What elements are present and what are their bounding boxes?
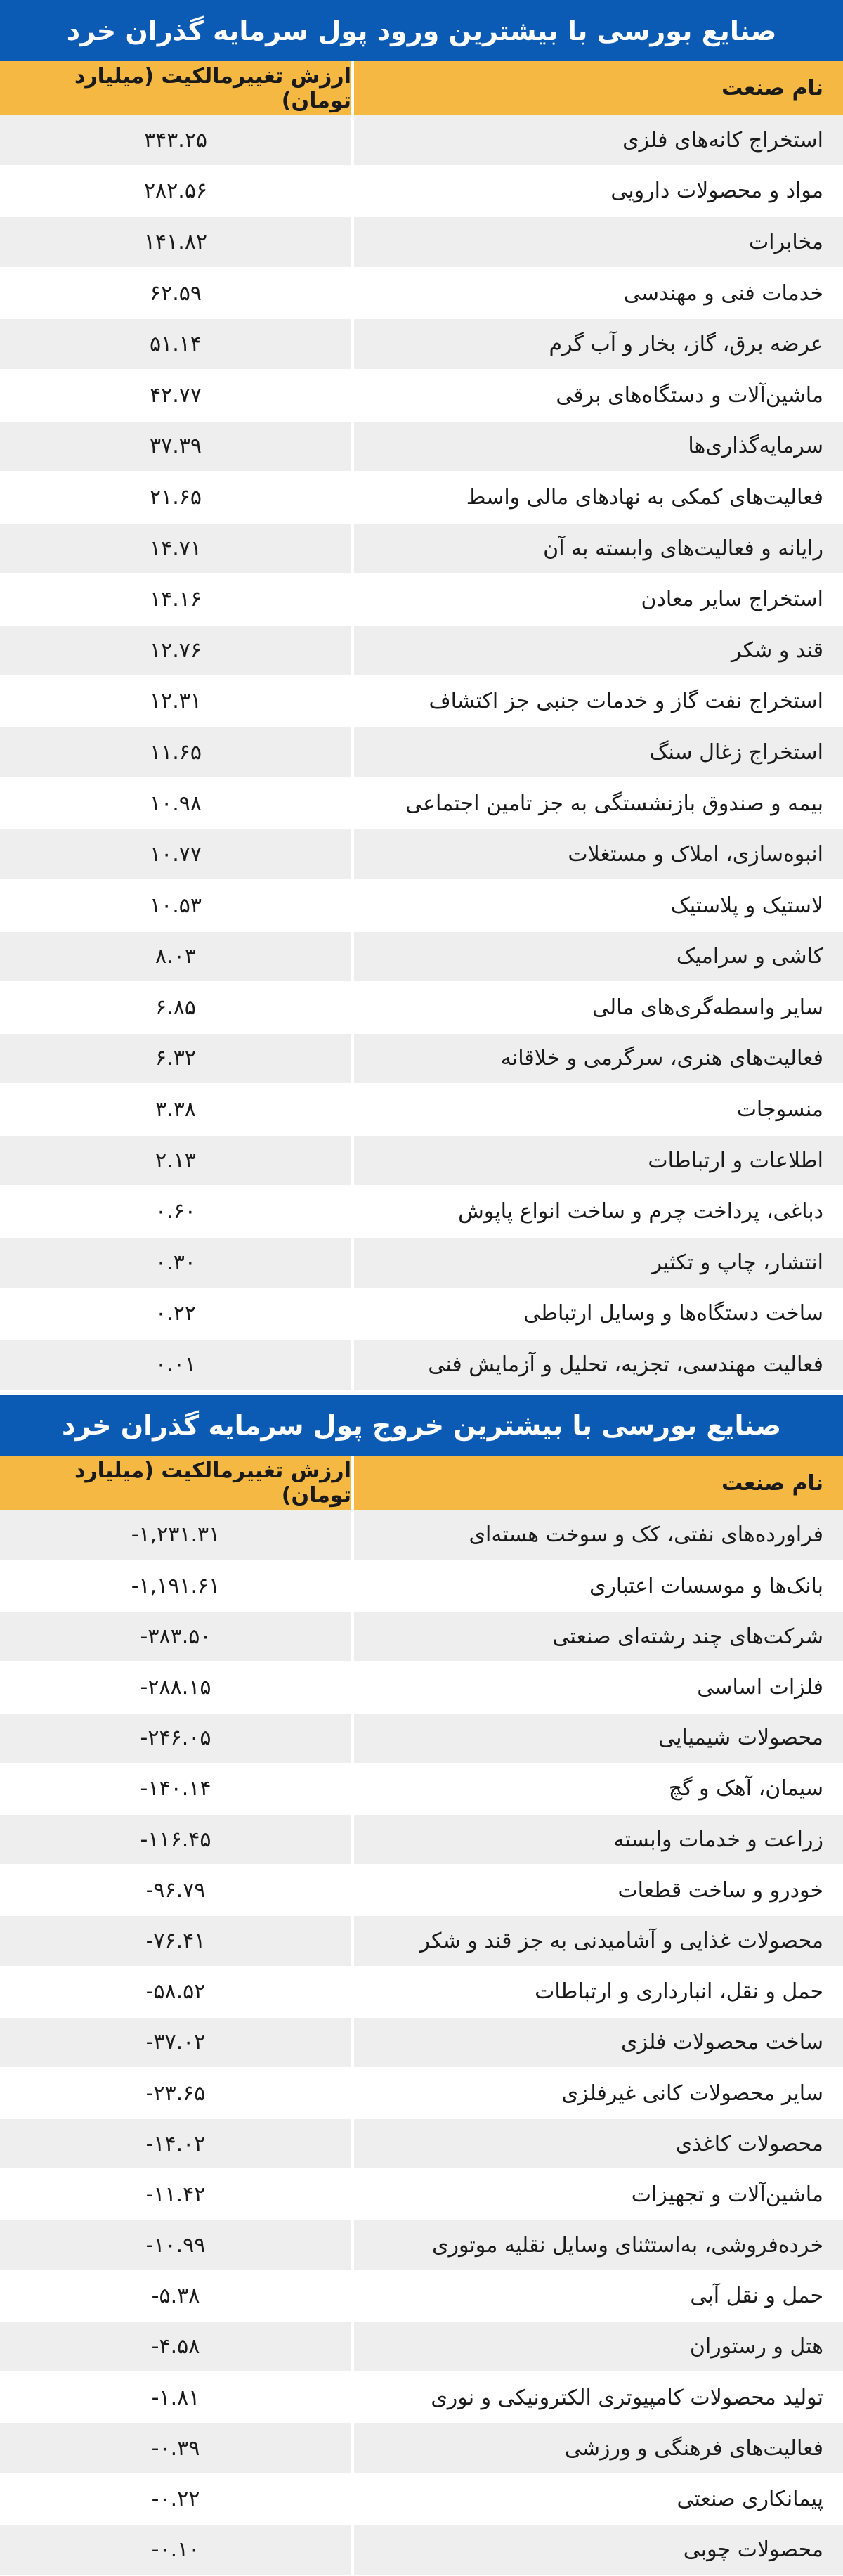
industry-name: انتشار، چاپ و تکثیر [351,1238,843,1288]
ownership-change-value: ۱۱.۶۵ [150,739,202,765]
inflow-header-row [0,61,843,115]
table-row [0,1340,843,1391]
ownership-change-value: -۹۶.۷۹ [145,1877,206,1903]
industry-name: حمل و نقل، انبارداری و ارتباطات [351,1967,843,2017]
industry-name: هتل و رستوران [351,2322,843,2371]
table-row [0,524,843,575]
industry-name: اطلاعات و ارتباطات [351,1136,843,1186]
table-row [0,1865,843,1916]
table-row [0,422,843,473]
table-row [0,2525,843,2576]
table-row [0,932,843,983]
table-row [0,1136,843,1187]
table-row [0,829,843,881]
industry-name: استخراج سایر معادن [351,574,843,624]
table-row [0,2119,843,2170]
industry-name: عرضه برق، گاز، بخار و آب گرم [351,319,843,369]
table-row [0,2069,843,2119]
industry-name: فعالیت مهندسی، تجزیه، تحلیل و آزمایش فنی [351,1340,843,1390]
industry-name: استخراج نفت گاز و خدمات جنبی جز اکتشاف [351,677,843,727]
outflow-rows [0,1510,843,2576]
table-row [0,677,843,728]
table-row [0,2220,843,2271]
inflow-header-value: ارزش تغییرمالکیت (میلیارد تومان) [0,61,351,115]
industry-name: محصولات غذایی و آشامیدنی به جز قند و شکر [351,1916,843,1965]
industry-name: حمل و نقل آبی [351,2272,843,2321]
table-row [0,881,843,932]
ownership-change-value: ۶.۳۲ [155,1046,196,1071]
table-row [0,983,843,1034]
ownership-change-value: -۴.۵۸ [151,2334,200,2360]
table-row [0,115,843,167]
industry-name: دباغی، پرداخت چرم و ساخت انواع پاپوش [351,1186,843,1236]
table-row [0,779,843,830]
ownership-change-value: ۰.۳۰ [155,1250,196,1275]
industry-name: استخراج کانه‌های فلزی [351,115,843,165]
ownership-change-value: ۱۰.۹۸ [150,791,202,816]
industry-name: ماشین‌آلات و دستگاه‌های برقی [351,370,843,420]
industry-name: منسوجات [351,1085,843,1134]
ownership-change-value: -۳۷.۰۲ [145,2030,206,2055]
ownership-change-value: ۶۲.۵۹ [150,280,202,306]
outflow-header-row [0,1456,843,1510]
table-row [0,167,843,218]
ownership-change-value: -۱۱۶.۴۵ [140,1827,211,1852]
ownership-change-value: -۳۸۳.۵۰ [140,1624,211,1649]
ownership-change-value: -۰.۳۹ [151,2435,200,2461]
table-row [0,2272,843,2322]
industry-name: رایانه و فعالیت‌های وابسته به آن [351,524,843,574]
ownership-change-value: -۵.۳۸ [151,2284,200,2309]
table-row [0,1815,843,1865]
ownership-change-value: ۳۷.۳۹ [150,434,202,459]
table-row [0,268,843,320]
industry-name: استخراج زغال سنگ [351,727,843,777]
industry-name: سرمایه‌گذاری‌ها [351,422,843,472]
ownership-change-value: -۱,۱۹۱.۶۱ [131,1573,221,1598]
table-row [0,1085,843,1136]
industry-name: سایر محصولات کانی غیرفلزی [351,2069,843,2118]
table-row [0,1289,843,1340]
table-row [0,472,843,524]
industry-name: خدمات فنی و مهندسی [351,268,843,318]
table-row [0,2322,843,2373]
ownership-change-value: -۵۸.۵۲ [145,1979,206,2005]
table-row [0,1612,843,1662]
outflow-table [0,1395,843,2576]
table-row [0,2018,843,2069]
ownership-change-value: ۰.۲۲ [155,1301,196,1326]
ownership-change-value: ۰.۶۰ [155,1199,196,1224]
table-row [0,2373,843,2423]
ownership-change-value: ۲۸۲.۵۶ [143,179,208,204]
ownership-change-value: ۱۲.۳۱ [150,689,202,714]
outflow-header-name: نام صنعت [351,1456,843,1510]
table-row [0,1916,843,1967]
ownership-change-value: ۱۴۱.۸۲ [143,229,208,254]
industry-name: لاستیک و پلاستیک [351,881,843,931]
industry-name: زراعت و خدمات وابسته [351,1815,843,1864]
ownership-change-value: -۲۴۶.۰۵ [140,1726,211,1751]
table-row [0,727,843,779]
table-row [0,574,843,626]
industry-name: فلزات اساسی [351,1662,843,1711]
ownership-change-value: -۱۱.۴۲ [145,2182,206,2207]
industry-name: شرکت‌های چند رشته‌ای صنعتی [351,1612,843,1661]
industry-name: خودرو و ساخت قطعات [351,1865,843,1915]
ownership-change-value: ۲.۱۳ [155,1148,196,1173]
ownership-change-value: ۱۲.۷۶ [150,637,202,663]
industry-name: محصولات کاغذی [351,2119,843,2168]
table-row [0,1662,843,1713]
ownership-change-value: ۲۱.۶۵ [150,484,202,510]
industry-name: پیمانکاری صنعتی [351,2474,843,2523]
table-row [0,1714,843,1764]
table-row [0,2423,843,2474]
inflow-title: صنایع بورسی با بیشترین ورود پول سرمایه گذران خرد [0,0,843,61]
industry-name: قند و شکر [351,626,843,675]
industry-name: تولید محصولات کامپیوتری الکترونیکی و نوری [351,2373,843,2422]
table-row [0,1238,843,1289]
table-row [0,1186,843,1238]
industry-name: فعالیت‌های کمکی به نهادهای مالی واسط [351,472,843,522]
industry-name: سیمان، آهک و گچ [351,1764,843,1813]
industry-name: محصولات شیمیایی [351,1714,843,1763]
ownership-change-value: -۷۶.۴۱ [145,1928,206,1953]
ownership-change-value: ۱۴.۷۱ [150,536,202,561]
ownership-change-value: -۱۴۰.۱۴ [140,1776,211,1801]
industry-name: ساخت دستگاه‌ها و وسایل ارتباطی [351,1289,843,1339]
inflow-rows [0,115,843,1391]
industry-name: فعالیت‌های فرهنگی و ورزشی [351,2423,843,2473]
ownership-change-value: ۳۴۳.۲۵ [143,127,208,153]
industry-name: فراورده‌های نفتی، کک و سوخت هسته‌ای [351,1510,843,1560]
ownership-change-value: -۲۸۸.۱۵ [140,1675,211,1700]
ownership-change-value: ۱۰.۵۳ [150,893,202,918]
table-row [0,1034,843,1085]
ownership-change-value: ۴۲.۷۷ [150,382,202,408]
inflow-header-name: نام صنعت [351,61,843,115]
ownership-change-value: -۰.۲۲ [151,2487,200,2511]
industry-name: بیمه و صندوق بازنشستگی به جز تامین اجتماعی [351,779,843,829]
ownership-change-value: -۱,۲۳۱.۳۱ [131,1522,221,1548]
ownership-change-value: ۶.۸۵ [155,995,196,1020]
industry-name: مواد و محصولات دارویی [351,167,843,216]
table-row [0,626,843,677]
table-row [0,2170,843,2220]
table-row [0,1510,843,1561]
ownership-change-value: -۱۴.۰۲ [145,2131,206,2156]
industry-name: محصولات چوبی [351,2525,843,2575]
industry-name: فعالیت‌های هنری، سرگرمی و خلاقانه [351,1034,843,1084]
industry-name: انبوه‌سازی، املاک و مستغلات [351,829,843,879]
outflow-header-value: ارزش تغییرمالکیت (میلیارد تومان) [0,1456,351,1510]
industry-name: بانک‌ها و موسسات اعتباری [351,1561,843,1610]
industry-name: سایر واسطه‌گری‌های مالی [351,983,843,1033]
ownership-change-value: ۰.۰۱ [155,1352,196,1378]
industry-name: ماشین‌آلات و تجهیزات [351,2170,843,2219]
ownership-change-value: -۲۳.۶۵ [145,2080,206,2106]
ownership-change-value: -۱۰.۹۹ [145,2233,206,2258]
industry-name: ساخت محصولات فلزی [351,2018,843,2067]
table-row [0,2474,843,2525]
ownership-change-value: ۸.۰۳ [155,944,196,969]
table-row [0,1561,843,1612]
ownership-change-value: ۳.۳۸ [155,1097,196,1122]
industry-name: کاشی و سرامیک [351,932,843,982]
ownership-change-value: ۱۴.۱۶ [150,587,202,612]
table-row [0,1967,843,2018]
industry-name: خرده‌فروشی، به‌استثنای وسایل نقلیه موتوری [351,2220,843,2270]
ownership-change-value: -۰.۱۰ [151,2537,200,2563]
table-row [0,319,843,370]
ownership-change-value: ۱۰.۷۷ [150,842,202,867]
industry-name: مخابرات [351,217,843,267]
ownership-change-value: ۵۱.۱۴ [150,332,202,357]
table-row [0,217,843,268]
table-row [0,370,843,422]
ownership-change-value: -۱.۸۱ [151,2385,200,2410]
table-row [0,1764,843,1815]
outflow-title: صنایع بورسی با بیشترین خروج پول سرمایه گذران خرد [0,1395,843,1456]
